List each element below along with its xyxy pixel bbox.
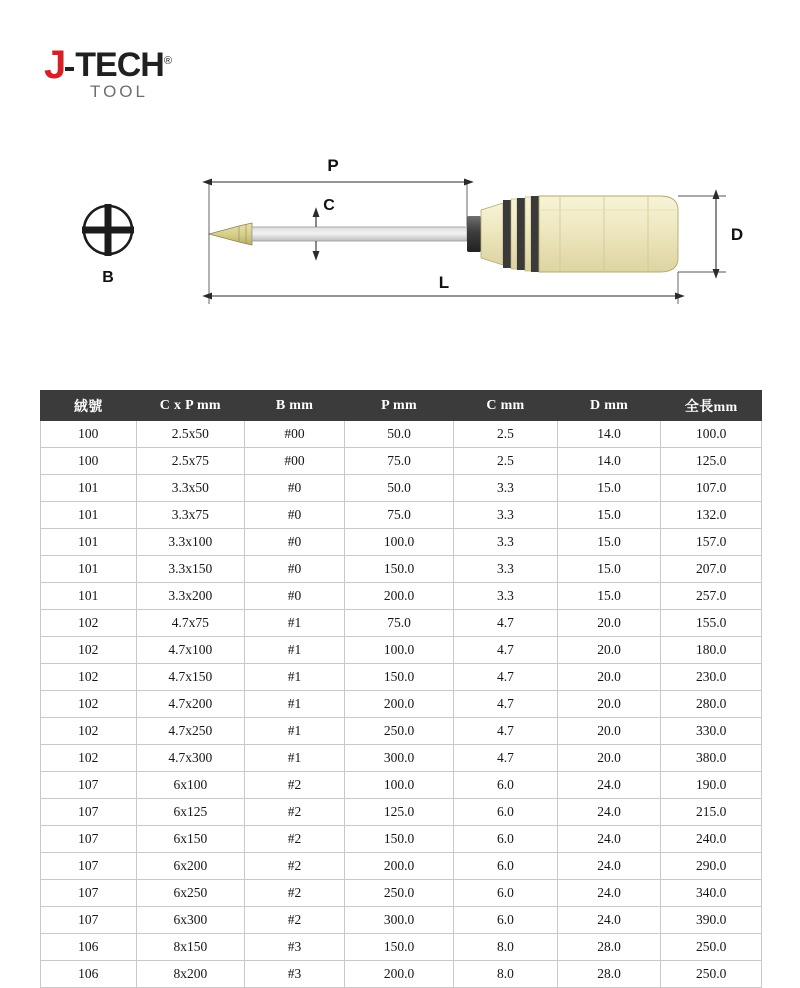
cell-c: 4.7 — [454, 718, 558, 745]
cell-c: 4.7 — [454, 610, 558, 637]
cell-c: 6.0 — [454, 880, 558, 907]
table-row — [41, 772, 762, 799]
table-row — [41, 691, 762, 718]
cell-b: #00 — [245, 448, 345, 475]
cell-c: 2.5 — [454, 448, 558, 475]
cell-length: 340.0 — [661, 880, 762, 907]
specification-table-container — [40, 390, 762, 988]
cell-c: 4.7 — [454, 637, 558, 664]
table-row — [41, 718, 762, 745]
cell-cxp: 8x150 — [136, 934, 245, 961]
cell-code: 107 — [41, 826, 137, 853]
cell-cxp: 3.3x200 — [136, 583, 245, 610]
cell-p: 75.0 — [344, 448, 453, 475]
cell-length: 157.0 — [661, 529, 762, 556]
cell-cxp: 6x300 — [136, 907, 245, 934]
cell-p: 150.0 — [344, 664, 453, 691]
cell-b: #2 — [245, 799, 345, 826]
cell-b: #2 — [245, 880, 345, 907]
table-row — [41, 475, 762, 502]
table-row — [41, 529, 762, 556]
cell-b: #0 — [245, 583, 345, 610]
column-header-d: D mm — [557, 391, 661, 421]
cell-cxp: 6x250 — [136, 880, 245, 907]
cell-b: #1 — [245, 610, 345, 637]
cell-length: 390.0 — [661, 907, 762, 934]
cell-d: 15.0 — [557, 475, 661, 502]
cell-length: 107.0 — [661, 475, 762, 502]
cell-c: 8.0 — [454, 961, 558, 988]
cell-length: 330.0 — [661, 718, 762, 745]
cell-length: 230.0 — [661, 664, 762, 691]
cell-p: 200.0 — [344, 691, 453, 718]
cell-length: 190.0 — [661, 772, 762, 799]
table-row — [41, 961, 762, 988]
cell-length: 257.0 — [661, 583, 762, 610]
cell-length: 250.0 — [661, 961, 762, 988]
table-row — [41, 556, 762, 583]
cell-d: 20.0 — [557, 664, 661, 691]
product-dimension-drawing — [0, 130, 800, 370]
cell-cxp: 2.5x50 — [136, 421, 245, 448]
cell-c: 6.0 — [454, 772, 558, 799]
table-row — [41, 448, 762, 475]
table-row — [41, 502, 762, 529]
cell-d: 14.0 — [557, 421, 661, 448]
cell-b: #1 — [245, 745, 345, 772]
cell-b: #1 — [245, 691, 345, 718]
table-header-row — [41, 391, 762, 421]
table-row — [41, 583, 762, 610]
label-l: L — [438, 273, 450, 292]
cell-p: 200.0 — [344, 583, 453, 610]
table-row — [41, 934, 762, 961]
phillips-tip-symbol — [82, 204, 134, 256]
cell-d: 15.0 — [557, 583, 661, 610]
cell-code: 107 — [41, 907, 137, 934]
cell-cxp: 4.7x200 — [136, 691, 245, 718]
cell-d: 24.0 — [557, 853, 661, 880]
cell-b: #2 — [245, 826, 345, 853]
cell-p: 300.0 — [344, 907, 453, 934]
brand-logo — [44, 44, 234, 104]
cell-length: 380.0 — [661, 745, 762, 772]
cell-c: 3.3 — [454, 556, 558, 583]
column-header-p: P mm — [344, 391, 453, 421]
brand-dash — [65, 67, 74, 71]
brand-subtitle: TOOL — [90, 82, 148, 101]
cell-p: 200.0 — [344, 961, 453, 988]
cell-length: 100.0 — [661, 421, 762, 448]
cell-b: #0 — [245, 475, 345, 502]
cell-d: 24.0 — [557, 772, 661, 799]
cell-p: 150.0 — [344, 934, 453, 961]
cell-code: 107 — [41, 799, 137, 826]
cell-d: 20.0 — [557, 745, 661, 772]
cell-b: #3 — [245, 934, 345, 961]
cell-b: #1 — [245, 718, 345, 745]
cell-length: 290.0 — [661, 853, 762, 880]
cell-p: 150.0 — [344, 556, 453, 583]
label-d: D — [730, 225, 744, 244]
cell-d: 20.0 — [557, 718, 661, 745]
cell-d: 24.0 — [557, 880, 661, 907]
cell-b: #0 — [245, 529, 345, 556]
cell-b: #2 — [245, 772, 345, 799]
cell-p: 250.0 — [344, 718, 453, 745]
cell-p: 100.0 — [344, 637, 453, 664]
cell-code: 101 — [41, 529, 137, 556]
cell-length: 250.0 — [661, 934, 762, 961]
cell-length: 280.0 — [661, 691, 762, 718]
table-row — [41, 799, 762, 826]
cell-cxp: 8x200 — [136, 961, 245, 988]
cell-code: 102 — [41, 745, 137, 772]
drawing-svg — [0, 130, 800, 370]
cell-cxp: 4.7x100 — [136, 637, 245, 664]
column-header-length: 全長mm — [661, 391, 762, 421]
cell-p: 200.0 — [344, 853, 453, 880]
table-row — [41, 664, 762, 691]
cell-cxp: 3.3x75 — [136, 502, 245, 529]
cell-b: #1 — [245, 637, 345, 664]
cell-p: 250.0 — [344, 880, 453, 907]
cell-length: 215.0 — [661, 799, 762, 826]
column-header-b: B mm — [245, 391, 345, 421]
column-header-c: C mm — [454, 391, 558, 421]
table-row — [41, 907, 762, 934]
cell-p: 300.0 — [344, 745, 453, 772]
cell-d: 20.0 — [557, 691, 661, 718]
cell-cxp: 2.5x75 — [136, 448, 245, 475]
cell-b: #2 — [245, 853, 345, 880]
cell-b: #0 — [245, 556, 345, 583]
cell-cxp: 6x125 — [136, 799, 245, 826]
cell-p: 50.0 — [344, 421, 453, 448]
cell-b: #1 — [245, 664, 345, 691]
cell-cxp: 4.7x75 — [136, 610, 245, 637]
cell-p: 75.0 — [344, 610, 453, 637]
cell-p: 100.0 — [344, 772, 453, 799]
cell-b: #3 — [245, 961, 345, 988]
cell-b: #2 — [245, 907, 345, 934]
cell-cxp: 3.3x100 — [136, 529, 245, 556]
cell-d: 14.0 — [557, 448, 661, 475]
cell-cxp: 3.3x150 — [136, 556, 245, 583]
table-row — [41, 610, 762, 637]
registered-mark: ® — [163, 55, 171, 67]
cell-length: 180.0 — [661, 637, 762, 664]
cell-c: 6.0 — [454, 907, 558, 934]
cell-length: 132.0 — [661, 502, 762, 529]
cell-b: #0 — [245, 502, 345, 529]
cell-code: 107 — [41, 880, 137, 907]
cell-code: 101 — [41, 475, 137, 502]
label-c: C — [323, 197, 335, 214]
label-p: P — [327, 156, 339, 175]
dimension-c — [316, 197, 335, 252]
cell-d: 24.0 — [557, 826, 661, 853]
cell-code: 100 — [41, 421, 137, 448]
cell-d: 20.0 — [557, 637, 661, 664]
cell-c: 6.0 — [454, 826, 558, 853]
cell-d: 15.0 — [557, 556, 661, 583]
table-row — [41, 745, 762, 772]
cell-code: 102 — [41, 637, 137, 664]
cell-code: 101 — [41, 583, 137, 610]
cell-p: 100.0 — [344, 529, 453, 556]
cell-code: 101 — [41, 556, 137, 583]
cell-d: 15.0 — [557, 502, 661, 529]
cell-code: 100 — [41, 448, 137, 475]
cell-length: 155.0 — [661, 610, 762, 637]
brand-wordmark — [44, 43, 234, 87]
label-b: B — [102, 269, 114, 286]
cell-length: 207.0 — [661, 556, 762, 583]
cell-cxp: 6x100 — [136, 772, 245, 799]
dimension-d — [678, 196, 743, 272]
table-row — [41, 853, 762, 880]
cell-c: 4.7 — [454, 664, 558, 691]
cell-code: 102 — [41, 664, 137, 691]
cell-c: 6.0 — [454, 853, 558, 880]
cell-cxp: 4.7x300 — [136, 745, 245, 772]
cell-c: 3.3 — [454, 529, 558, 556]
cell-c: 6.0 — [454, 799, 558, 826]
table-row — [41, 637, 762, 664]
cell-code: 106 — [41, 961, 137, 988]
brand-text: TECH — [75, 46, 164, 84]
column-header-cxp: C x P mm — [136, 391, 245, 421]
cell-c: 8.0 — [454, 934, 558, 961]
cell-c: 3.3 — [454, 475, 558, 502]
table-row — [41, 826, 762, 853]
cell-p: 75.0 — [344, 502, 453, 529]
cell-p: 125.0 — [344, 799, 453, 826]
cell-c: 4.7 — [454, 745, 558, 772]
cell-c: 3.3 — [454, 583, 558, 610]
cell-code: 107 — [41, 772, 137, 799]
cell-c: 3.3 — [454, 502, 558, 529]
cell-code: 107 — [41, 853, 137, 880]
brand-letter-j: J — [44, 43, 66, 87]
cell-cxp: 6x200 — [136, 853, 245, 880]
cell-c: 4.7 — [454, 691, 558, 718]
cell-b: #00 — [245, 421, 345, 448]
cell-code: 102 — [41, 691, 137, 718]
table-row — [41, 880, 762, 907]
cell-code: 106 — [41, 934, 137, 961]
cell-d: 15.0 — [557, 529, 661, 556]
cell-code: 102 — [41, 610, 137, 637]
cell-length: 125.0 — [661, 448, 762, 475]
column-header-code: 絨號 — [41, 391, 137, 421]
table-body — [41, 421, 762, 988]
cell-code: 101 — [41, 502, 137, 529]
cell-d: 28.0 — [557, 934, 661, 961]
cell-cxp: 6x150 — [136, 826, 245, 853]
cell-cxp: 4.7x250 — [136, 718, 245, 745]
cell-length: 240.0 — [661, 826, 762, 853]
cell-c: 2.5 — [454, 421, 558, 448]
cell-cxp: 4.7x150 — [136, 664, 245, 691]
cell-d: 28.0 — [557, 961, 661, 988]
specification-table — [40, 390, 762, 988]
table-row — [41, 421, 762, 448]
cell-d: 20.0 — [557, 610, 661, 637]
cell-code: 102 — [41, 718, 137, 745]
cell-p: 50.0 — [344, 475, 453, 502]
screwdriver-illustration — [209, 196, 678, 272]
cell-p: 150.0 — [344, 826, 453, 853]
cell-cxp: 3.3x50 — [136, 475, 245, 502]
cell-d: 24.0 — [557, 799, 661, 826]
cell-d: 24.0 — [557, 907, 661, 934]
